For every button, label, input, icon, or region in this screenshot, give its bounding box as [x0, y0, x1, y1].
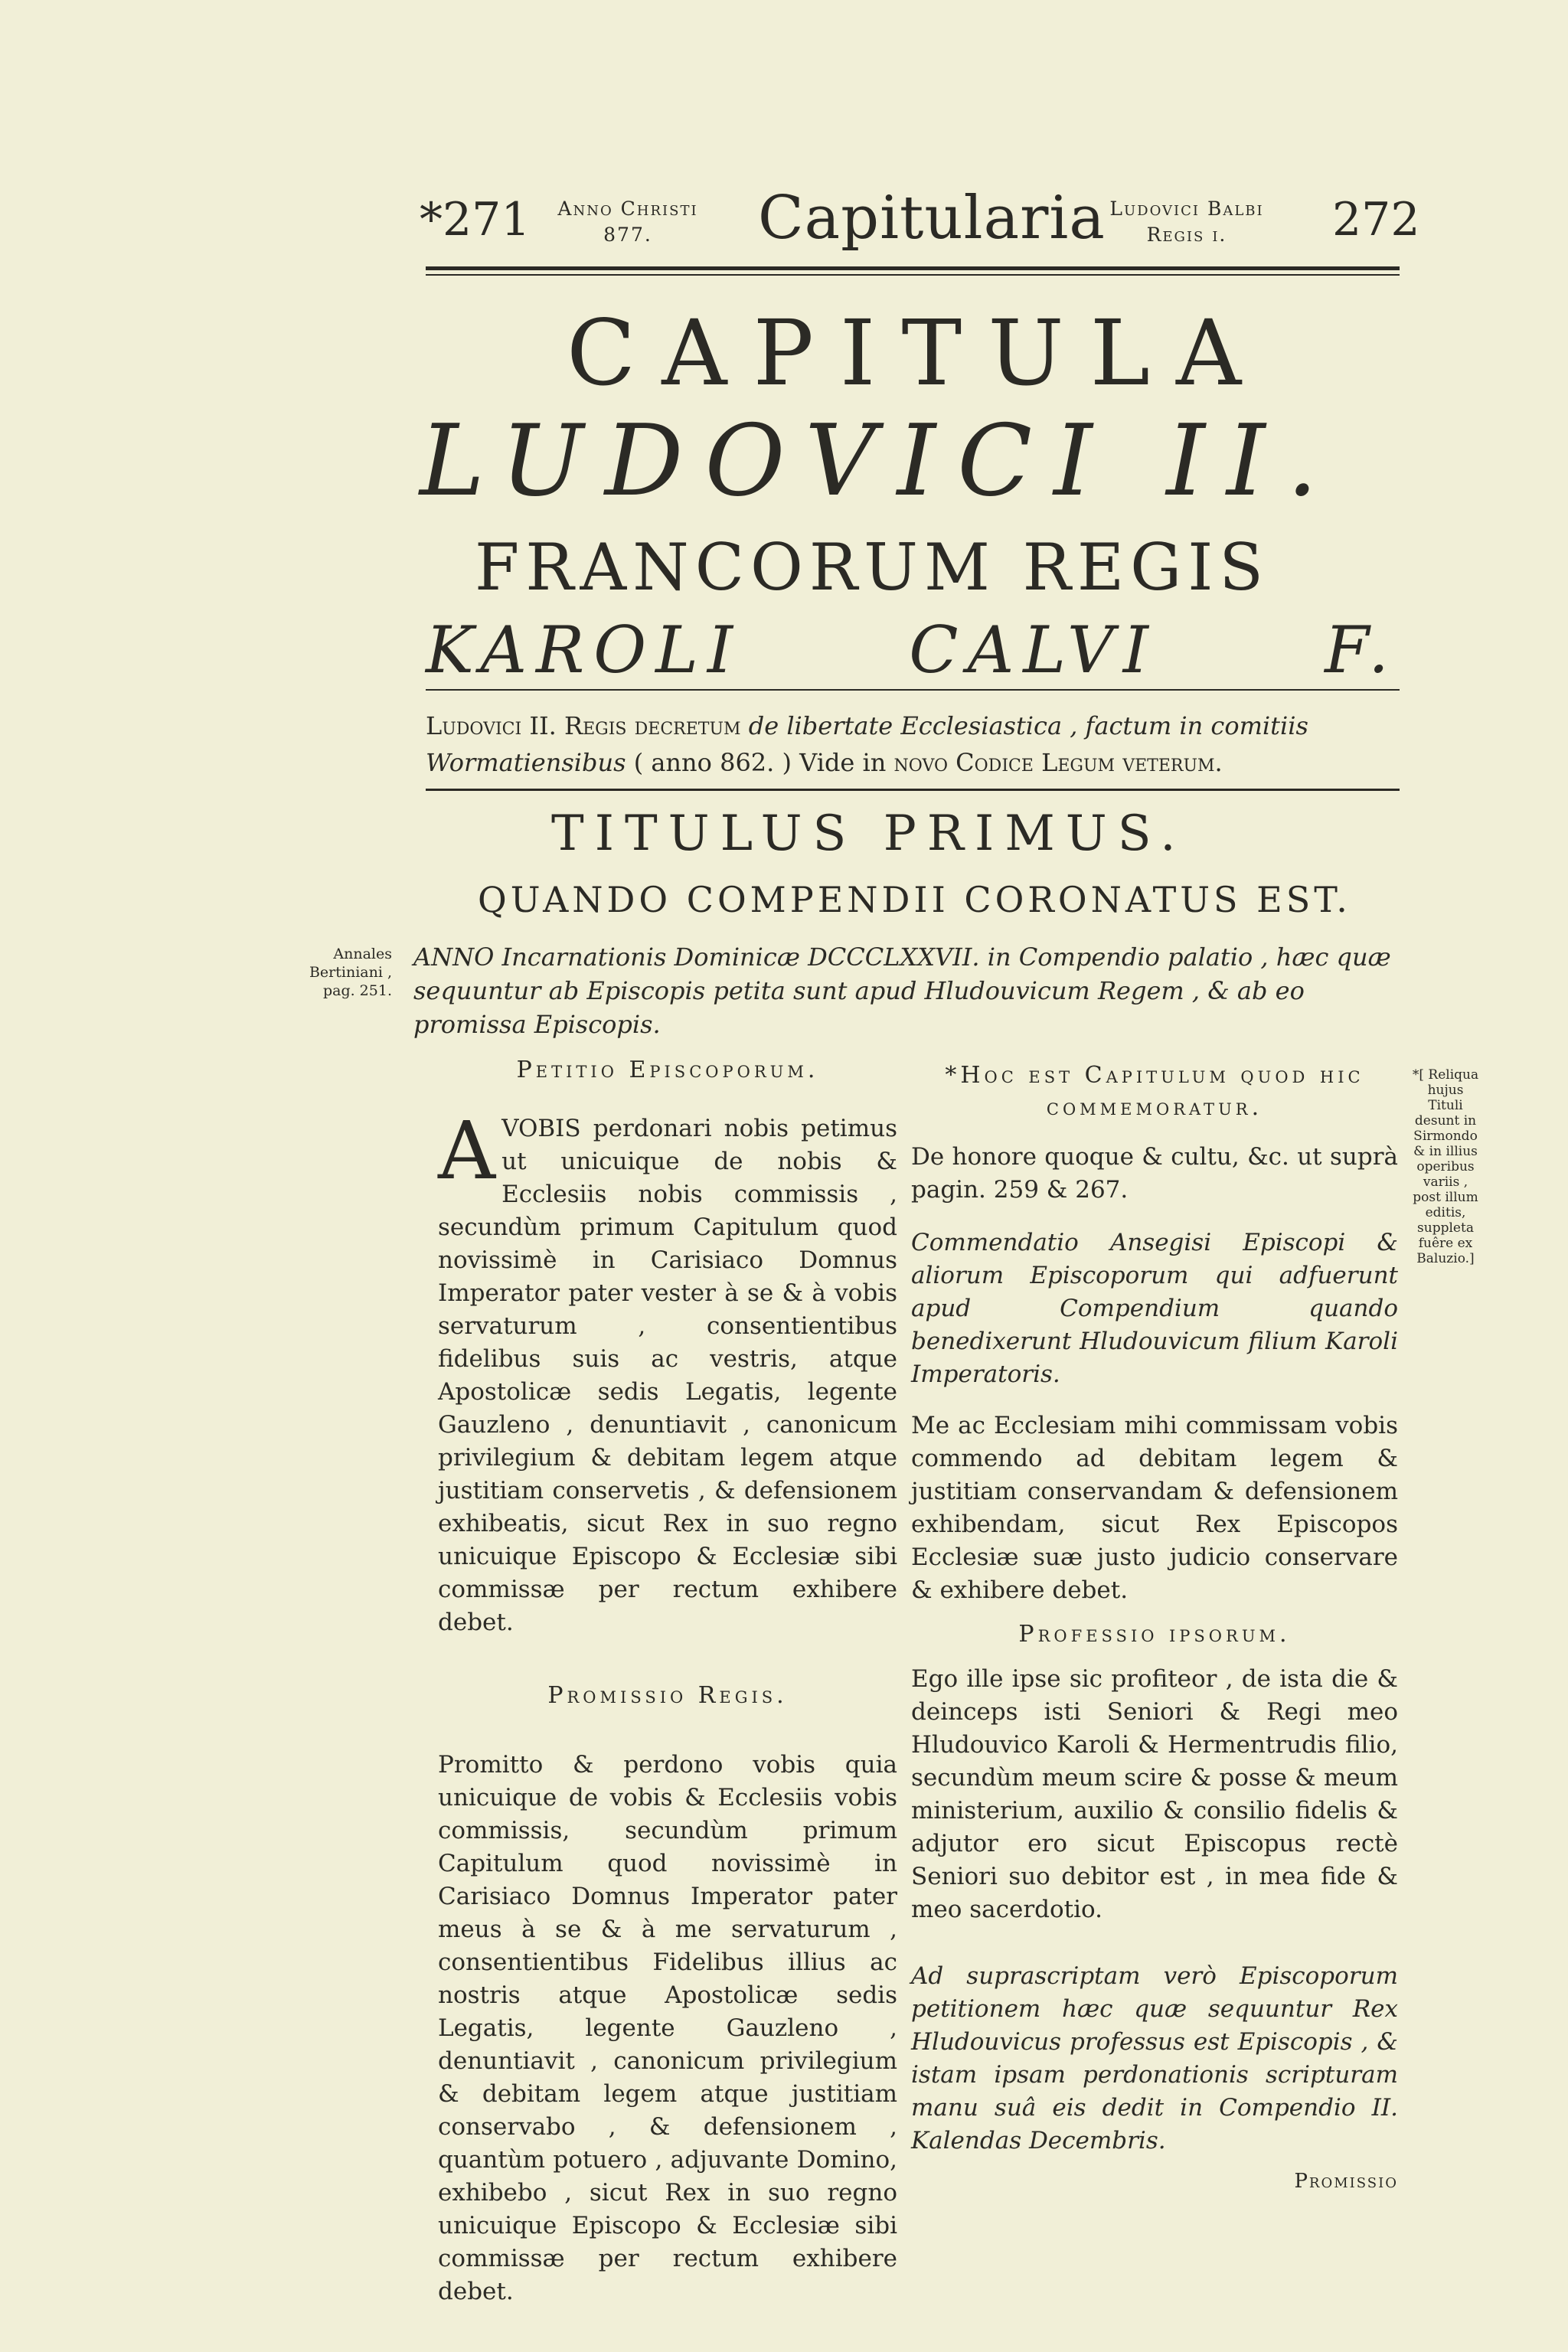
margin-note-right: *[ Reliqua hujus Tituli desunt in Sirmondo & in illius operibus variis , post illum editis, suppleta fuêre ex Baluzio.] — [1412, 1067, 1479, 1266]
header-ludovici — [1087, 196, 1286, 248]
right-column — [911, 1060, 1398, 2193]
header-right-line2: Regis i. — [1146, 224, 1227, 246]
decretum-part-1: Ludovici II. Regis decretum — [426, 711, 741, 740]
catchword: Promissio — [1294, 2170, 1398, 2193]
margin-left-line3: pag. 251. — [322, 982, 392, 999]
title-f-word: F. — [1325, 612, 1398, 688]
petitio-heading: Petitio Episcoporum. — [516, 1057, 819, 1083]
decretum-part-2: de libertate Ecclesiastica , factum in comitiis Wormatiensibus — [426, 711, 1308, 777]
hoc-est-heading: *Hoc est Capitulum quod hic commemoratur. — [945, 1062, 1364, 1121]
anno-paragraph: ANNO Incarnationis Dominicæ DCCCLXXVII. in Compendio palatio , hæc quæ sequuntur ab Episcopis petita sunt apud Hludouvicum Regem , & ab eo promissa Episcopis. — [413, 942, 1391, 1039]
title-francorum: FRANCORUM REGIS — [475, 530, 1269, 605]
title-karoli-word: KAROLI — [426, 612, 743, 688]
promissio-heading: Promissio Regis. — [547, 1682, 788, 1709]
ad-suprascriptam-text: Ad suprascriptam verò Episcoporum petitionem hæc quæ sequuntur Rex Hludouvicus professus est Episcopis , & istam ipsam perdonationis scripturam manu suâ eis dedit in Compendio II. Kalendas Decembris. — [911, 1962, 1398, 2154]
header-anno-line1: Anno Christi — [557, 198, 698, 220]
decretum-part-3: ( anno 862. ) Vide in — [633, 748, 887, 777]
ego-ille-text: Ego ille ipse sic profiteor , de ista die & deinceps isti Seniori & Regi meo Hludouvico Karoli & Hermentrudis filio, secundùm meum scire & posse & meum ministerium, auxilio & consilio fidelis & adjutor ero sicut Episcopus rectè Seniori suo debitor est , in mea fide & meo sacerdotio. — [911, 1665, 1398, 1923]
title-capitula: CAPITULA — [567, 300, 1268, 406]
left-page-number: *271 — [420, 193, 531, 247]
margin-left-line2: Bertiniani , — [309, 964, 392, 981]
header-rule-thick — [426, 266, 1400, 270]
me-ac-text: Me ac Ecclesiam mihi commissam vobis commendo ad debitam legem & justitiam conservandam & defensionem exhibendam, sicut Rex Episcopos Ecclesiæ suæ justo judicio conservare & exhibere debet. — [911, 1412, 1398, 1604]
decretum-note — [426, 707, 1398, 781]
section-subtitle: QUANDO COMPENDII CORONATUS EST. — [478, 879, 1351, 920]
petitio-body: VOBIS perdonari nobis petimus ut unicuique de nobis & Ecclesiis nobis commissis , secundùm primum Capitulum quod novissimè in Carisiaco Domnus Imperator pater vester à se & à vobis servaturum , consentientibus fidelibus suis ac vestris, atque Apostolicæ sedis Legatis, legente Gauzleno , denuntiavit , canonicum privilegium & debitam legem atque justitiam conservetis , & defensionem exhibeatis, sicut Rex in suo regno unicuique Episcopo & Ecclesiæ sibi commissæ per rectum exhibere debet. — [438, 1115, 897, 1636]
section-title: TITULUS PRIMUS. — [551, 805, 1187, 862]
title-karoli — [426, 612, 1398, 688]
professio-heading: Professio ipsorum. — [1018, 1621, 1291, 1648]
running-title: Capitularia — [758, 184, 1106, 253]
commendatio-text: Commendatio Ansegisi Episcopi & aliorum Episcoporum qui adfuerunt apud Compendium quando benedixerunt Hludouvicum filium Karoli Imperatoris. — [911, 1229, 1398, 1388]
margin-left-line1: Annales — [333, 946, 392, 962]
margin-note-left — [300, 945, 392, 1000]
header-right-line1: Ludovici Balbi — [1109, 198, 1264, 220]
title-ludovici: LUDOVICI II. — [420, 404, 1340, 518]
title-calvi-word: CALVI — [909, 612, 1158, 688]
de-honore-text: De honore quoque & cultu, &c. ut suprà pagin. 259 & 267. — [911, 1143, 1398, 1204]
petitio-text — [438, 1104, 897, 1639]
header-rule-thin — [426, 274, 1400, 276]
right-page-number: 272 — [1332, 193, 1420, 247]
drop-cap: A — [438, 1104, 496, 1197]
header-anno — [536, 196, 720, 248]
decretum-part-4: novo Codice Legum veterum. — [893, 748, 1223, 777]
title-rule — [426, 689, 1400, 691]
header-anno-line2: 877. — [603, 224, 652, 246]
promissio-text: Promitto & perdono vobis quia unicuique de vobis & Ecclesiis vobis commissis, secundùm primum Capitulum quod novissimè in Carisiaco Domnus Imperator pater meus à se & à me servaturum , consentientibus Fidelibus illius ac nostris atque Apostolicæ sedis Legatis, legente Gauzleno , denuntiavit , canonicum privilegium & debitam legem atque justitiam conservabo , & defensionem , quantùm potuero , adjuvante Domino, exhibebo , sicut Rex in suo regno unicuique Episcopo & Ecclesiæ sibi commissæ per rectum exhibere debet. — [438, 1751, 897, 2305]
section-rule — [426, 789, 1400, 791]
left-column — [438, 1057, 897, 2308]
